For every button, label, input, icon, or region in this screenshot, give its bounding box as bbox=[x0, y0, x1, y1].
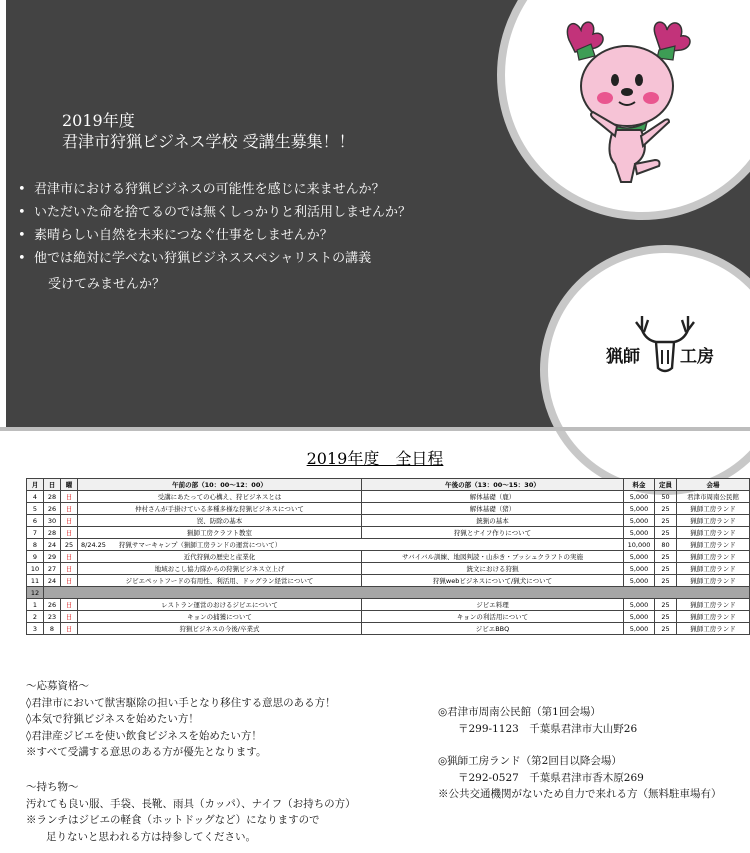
cell-fee: 5,000 bbox=[624, 551, 655, 563]
col-weekday: 曜 bbox=[61, 479, 78, 491]
cell-morning: 地域おこし協力隊からの狩猟ビジネス立上げ bbox=[78, 563, 362, 575]
cell-venue: 猟師工房ランド bbox=[677, 539, 750, 551]
cell-morning: キョンの捕獲について bbox=[78, 611, 362, 623]
hero-bullet: • 君津市における狩猟ビジネスの可能性を感じに来ませんか？ bbox=[18, 180, 438, 200]
hero-bullet-continuation: 受けてみませんか？ bbox=[48, 277, 166, 292]
schedule-table bbox=[26, 478, 750, 635]
col-capacity: 定員 bbox=[655, 479, 677, 491]
cell-capacity: 50 bbox=[655, 491, 677, 503]
requirement-item: ◊本気で狩猟ビジネスを始めたい方！ bbox=[26, 713, 199, 725]
cell-day: 26 bbox=[44, 503, 61, 515]
cell-day: 27 bbox=[44, 563, 61, 575]
cell-afternoon: 狩猟とナイフ作りについて bbox=[362, 527, 624, 539]
hero-bullet: • いただいた命を捨てるのでは無くしっかりと利活用しませんか？ bbox=[18, 203, 438, 223]
cell-day: 24 bbox=[44, 575, 61, 587]
cell-weekday: 日 bbox=[61, 599, 78, 611]
schedule-title bbox=[0, 446, 750, 469]
cell-fee: 5,000 bbox=[624, 623, 655, 635]
venues-section bbox=[438, 704, 722, 803]
requirements-heading: ～応募資格～ bbox=[26, 680, 89, 692]
cell-afternoon: ジビエBBQ bbox=[362, 623, 624, 635]
cell-month: 8 bbox=[27, 539, 44, 551]
cell-capacity: 25 bbox=[655, 611, 677, 623]
cell-month: 4 bbox=[27, 491, 44, 503]
cell-capacity: 25 bbox=[655, 515, 677, 527]
cell-fee: 5,000 bbox=[624, 611, 655, 623]
cell-morning: 受講にあたっての心構え、狩ビジネスとは bbox=[78, 491, 362, 503]
cell-capacity: 25 bbox=[655, 563, 677, 575]
venue-1-address: 〒299-1123 千葉県君津市大山野26 bbox=[458, 722, 638, 735]
cell-morning: 猟師工房クラフト教室 bbox=[78, 527, 362, 539]
table-row bbox=[27, 539, 750, 551]
cell-weekday: 日 bbox=[61, 527, 78, 539]
cell-morning: 狩猟ビジネスの今後/卒業式 bbox=[78, 623, 362, 635]
cell-month: 1 bbox=[27, 599, 44, 611]
cell-morning: 罠、防除の基本 bbox=[78, 515, 362, 527]
ryoushi-koubou-logo bbox=[600, 310, 730, 390]
col-afternoon: 午後の部（13：00～15：30） bbox=[362, 479, 624, 491]
cell-venue: 猟師工房ランド bbox=[677, 503, 750, 515]
cell-afternoon: ジビエ料理 bbox=[362, 599, 624, 611]
cell-venue: 猟師工房ランド bbox=[677, 611, 750, 623]
cell-weekday: 日 bbox=[61, 551, 78, 563]
table-row bbox=[27, 491, 750, 503]
cell-afternoon: サバイバル訓練、地図判読・山歩き・ブッシュクラフトの実施 bbox=[362, 551, 624, 563]
cell-month: 9 bbox=[27, 551, 44, 563]
table-row bbox=[27, 503, 750, 515]
cell-day: 26 bbox=[44, 599, 61, 611]
hero-title bbox=[62, 110, 355, 152]
cell-weekday: 日 bbox=[61, 623, 78, 635]
cell-month: 3 bbox=[27, 623, 44, 635]
cell-day: 24 bbox=[44, 539, 61, 551]
cell-month: 6 bbox=[27, 515, 44, 527]
schedule-title-text: 2019年度 全日程 bbox=[306, 449, 444, 468]
cell-fee: 5,000 bbox=[624, 515, 655, 527]
cell-capacity: 80 bbox=[655, 539, 677, 551]
cell-capacity: 25 bbox=[655, 599, 677, 611]
cell-morning: 近代狩猟の歴史と産業化 bbox=[78, 551, 362, 563]
cell-afternoon: キョンの利活用について bbox=[362, 611, 624, 623]
cell-fee: 5,000 bbox=[624, 503, 655, 515]
requirements-section bbox=[26, 678, 336, 761]
cell-day: 28 bbox=[44, 491, 61, 503]
cell-month: 5 bbox=[27, 503, 44, 515]
cell-afternoon: 銃猟の基本 bbox=[362, 515, 624, 527]
cell-venue: 猟師工房ランド bbox=[677, 575, 750, 587]
col-month: 月 bbox=[27, 479, 44, 491]
cell-afternoon: 銃文における狩猟 bbox=[362, 563, 624, 575]
requirement-item: ◊君津産ジビエを使い飲食ビジネスを始めたい方！ bbox=[26, 729, 262, 742]
cell-day: 8 bbox=[44, 623, 61, 635]
venue-transport-note: ※公共交通機関がないため自力で来れる方（無料駐車場有） bbox=[438, 788, 722, 800]
table-row bbox=[27, 623, 750, 635]
cell-fee: 5,000 bbox=[624, 563, 655, 575]
cell-venue: 猟師工房ランド bbox=[677, 563, 750, 575]
cell-day: 28 bbox=[44, 527, 61, 539]
logo-text-right: 工房 bbox=[680, 347, 714, 367]
cell-venue: 猟師工房ランド bbox=[677, 527, 750, 539]
cell-weekday: 日 bbox=[61, 611, 78, 623]
venue-2-address: 〒292-0527 千葉県君津市香木原269 bbox=[458, 771, 644, 784]
cell-venue: 猟師工房ランド bbox=[677, 599, 750, 611]
deer-antler-icon bbox=[600, 310, 730, 390]
cell-month: 7 bbox=[27, 527, 44, 539]
cell-fee: 5,000 bbox=[624, 599, 655, 611]
cell-fee: 5,000 bbox=[624, 527, 655, 539]
cell-morning: レストラン運営のおけるジビエについて bbox=[78, 599, 362, 611]
hero-bullet-list bbox=[18, 180, 438, 298]
col-morning: 午前の部（10：00～12：00） bbox=[78, 479, 362, 491]
cell-weekday: 日 bbox=[61, 503, 78, 515]
cell-full-day: 8/24.25 狩猟サマーキャンプ（猟師工房ランドの運営について） bbox=[78, 539, 624, 551]
bring-items: 汚れても良い服、手袋、長靴、雨具（カッパ）、ナイフ（お持ちの方） bbox=[26, 797, 356, 810]
table-row bbox=[27, 515, 750, 527]
venue-1-name: ◎君津市周南公民館（第1回会場） bbox=[438, 706, 601, 718]
cell-weekday: 日 bbox=[61, 563, 78, 575]
mascot-character-icon bbox=[555, 14, 695, 189]
cell-venue: 猟師工房ランド bbox=[677, 515, 750, 527]
bring-lunch-note-cont: 足りないと思われる方は持参してください。 bbox=[46, 830, 256, 843]
cell-morning: ジビエペットフードの有用性、利活用、ドッグラン経営について bbox=[78, 575, 362, 587]
flower-right-icon bbox=[654, 22, 690, 60]
venue-2-name: ◎猟師工房ランド（第2回目以降会場） bbox=[438, 755, 622, 767]
table-row bbox=[27, 599, 750, 611]
table-row bbox=[27, 563, 750, 575]
table-row bbox=[27, 551, 750, 563]
section-divider bbox=[0, 427, 750, 431]
table-row bbox=[27, 575, 750, 587]
cell-capacity: 25 bbox=[655, 623, 677, 635]
cell-day: 29 bbox=[44, 551, 61, 563]
schedule-body bbox=[27, 491, 750, 635]
cell-month: 10 bbox=[27, 563, 44, 575]
cell-month: 2 bbox=[27, 611, 44, 623]
cell-venue: 猟師工房ランド bbox=[677, 623, 750, 635]
cell-capacity: 25 bbox=[655, 527, 677, 539]
cell-month: 11 bbox=[27, 575, 44, 587]
bring-lunch-note: ※ランチはジビエの軽食（ホットドッグなど）になりますので bbox=[26, 814, 320, 826]
hero-bullet: • 素晴らしい自然を未来につなぐ仕事をしませんか？ bbox=[18, 226, 438, 246]
cell-weekday: 日 bbox=[61, 515, 78, 527]
cell-venue: 君津市周南公民館 bbox=[677, 491, 750, 503]
col-venue: 会場 bbox=[677, 479, 750, 491]
cell-weekday: 日 bbox=[61, 575, 78, 587]
cell-fee: 5,000 bbox=[624, 491, 655, 503]
cell-month: 12 bbox=[27, 587, 44, 599]
cell-fee: 5,000 bbox=[624, 575, 655, 587]
cell-day: 23 bbox=[44, 611, 61, 623]
hero-bullet: • 他では絶対に学べない狩猟ビジネススペシャリストの講義 bbox=[18, 249, 438, 269]
cell-afternoon: 狩猟webビジネスについて/猟犬について bbox=[362, 575, 624, 587]
cell-morning: 仲村さんが手掛けている多種多様な狩猟ビジネスについて bbox=[78, 503, 362, 515]
table-row bbox=[27, 527, 750, 539]
cell-fee: 10,000 bbox=[624, 539, 655, 551]
schedule-row-break bbox=[27, 587, 750, 599]
hero-title-main: 君津市狩猟ビジネス学校 受講生募集！！ bbox=[62, 132, 355, 151]
col-fee: 料金 bbox=[624, 479, 655, 491]
cell-day: 30 bbox=[44, 515, 61, 527]
col-day: 日 bbox=[44, 479, 61, 491]
cell-empty bbox=[44, 587, 750, 599]
cell-capacity: 25 bbox=[655, 551, 677, 563]
table-row bbox=[27, 611, 750, 623]
requirement-note: ※すべて受講する意思のある方が優先となります。 bbox=[26, 746, 267, 758]
cell-weekday: 日 bbox=[61, 491, 78, 503]
cell-weekday: 25 bbox=[61, 539, 78, 551]
cell-venue: 猟師工房ランド bbox=[677, 551, 750, 563]
cell-afternoon: 解体基礎（猪） bbox=[362, 503, 624, 515]
hero-title-year: 2019年度 bbox=[62, 111, 135, 130]
cell-capacity: 25 bbox=[655, 503, 677, 515]
cell-afternoon: 解体基礎（鹿） bbox=[362, 491, 624, 503]
bring-section bbox=[26, 779, 356, 845]
requirement-item: ◊君津市において獣害駆除の担い手となり移住する意思のある方！ bbox=[26, 696, 336, 709]
logo-text-left: 猟師 bbox=[606, 347, 640, 367]
bring-heading: ～持ち物～ bbox=[26, 781, 79, 793]
cell-capacity: 25 bbox=[655, 575, 677, 587]
schedule-header-row bbox=[27, 479, 750, 491]
